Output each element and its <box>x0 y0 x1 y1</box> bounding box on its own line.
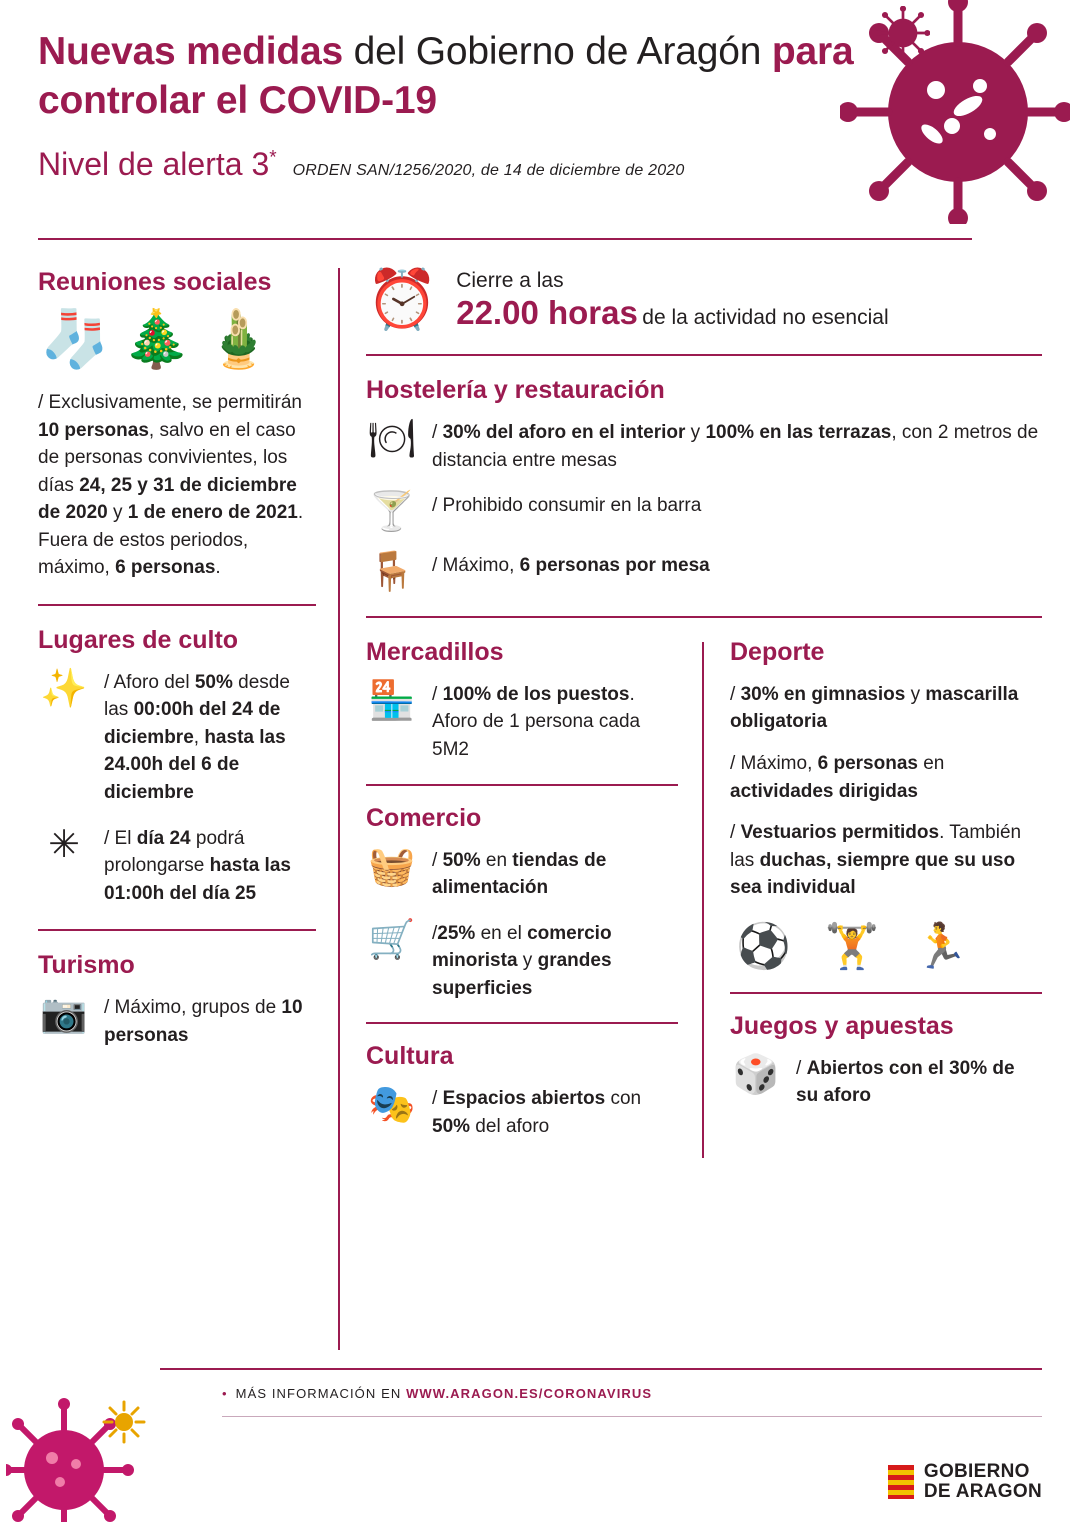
divider-right-2 <box>366 616 1042 618</box>
footer-divider-bottom <box>222 1416 1042 1417</box>
reuniones-text: / Exclusivamente, se permitirán 10 personas, salvo en el caso de personas convivientes, los días 24, 25 y 31 de diciembre de 2020 y 1 de enero de 2021. Fuera de estos periodos, máximo, 6 personas. <box>38 392 304 579</box>
cocktail-icon: 🍸 <box>368 491 416 534</box>
dice-icon: 🎲 <box>732 1053 780 1096</box>
basket-icon: 🧺 <box>368 845 416 888</box>
bullet-icon: • <box>222 1386 228 1401</box>
deporte-item-3: / Vestuarios permitidos. También las duchas, siempre que su uso sea individual <box>730 822 1022 899</box>
order-reference: ORDEN SAN/1256/2020, de 14 de diciembre de 2020 <box>292 161 685 179</box>
hosteleria-item-2 <box>366 492 1042 534</box>
hosteleria-item-3-text: / Máximo, 6 personas por mesa <box>432 555 710 577</box>
footer-divider-top <box>160 1368 1042 1370</box>
section-title-juegos: Juegos y apuestas <box>730 1011 954 1040</box>
virus-illustration-footer <box>6 1382 156 1522</box>
divider-right-3 <box>730 992 1042 994</box>
virus-illustration-small <box>876 6 930 60</box>
cultura-text: / Espacios abiertos con 50% del aforo <box>432 1088 642 1137</box>
alarm-clock-icon: ⏰ <box>366 267 439 333</box>
right-column <box>340 250 1042 1360</box>
sports-column <box>704 638 1042 1158</box>
middle-column <box>366 638 702 1158</box>
turismo-item <box>38 994 316 1049</box>
page-title <box>38 28 858 126</box>
table-chairs-icon: 🪑 <box>368 551 416 594</box>
footer-info-prefix: MÁS INFORMACIÓN EN <box>235 1386 407 1401</box>
gov-line-1: GOBIERNO <box>923 1461 1030 1483</box>
government-logo-text <box>924 1462 1042 1502</box>
gov-line-2: DE ARAGON <box>923 1481 1042 1503</box>
section-title-deporte: Deporte <box>730 637 825 666</box>
footer-url[interactable]: WWW.ARAGON.ES/CORONAVIRUS <box>406 1386 653 1401</box>
weightlifter-icon: 🏋 <box>824 921 880 971</box>
divider-left-2 <box>38 929 316 931</box>
section-title-turismo: Turismo <box>38 951 135 980</box>
hosteleria-item-1 <box>366 419 1042 474</box>
soccer-ball-icon: ⚽ <box>736 921 791 971</box>
star-icon: ✳ <box>48 823 80 866</box>
hosteleria-item-2-text: / Prohibido consumir en la barra <box>432 495 702 517</box>
juegos-text: / Abiertos con el 30% de su aforo <box>796 1057 1015 1107</box>
mercadillos-text: / 100% de los puestos. Aforo de 1 persona cada 5M2 <box>432 683 641 761</box>
alert-level <box>38 146 277 183</box>
comercio-item-1 <box>366 847 678 902</box>
title-part-2: del Gobierno de Aragón <box>343 30 772 73</box>
ornament-icon: 🎍 <box>203 307 274 370</box>
alert-level-label: Nivel de alerta 3 <box>38 145 270 182</box>
header <box>0 0 1080 250</box>
section-title-reuniones: Reuniones sociales <box>38 268 272 296</box>
closing-hours: 22.00 horas <box>456 294 638 332</box>
deporte-item-2: / Máximo, 6 personas en actividades dirigidas <box>730 753 945 802</box>
section-title-culto: Lugares de culto <box>38 625 239 654</box>
section-title-mercadillos: Mercadillos <box>366 637 504 666</box>
title-part-3: para controlar el COVID-19 <box>38 30 854 122</box>
divider-mid-2 <box>366 1022 678 1024</box>
footer <box>0 1368 1080 1528</box>
camera-icon: 📷 <box>40 993 88 1036</box>
main-content <box>0 250 1080 1360</box>
shopping-cart-icon: 🛒 <box>368 918 416 961</box>
culto-item-1 <box>38 669 316 807</box>
aragon-flag-icon <box>888 1465 914 1499</box>
footer-info <box>222 1386 652 1401</box>
closing-line1: Cierre a las <box>456 269 564 292</box>
title-part-1: Nuevas medidas <box>38 30 344 73</box>
left-column <box>38 250 338 1360</box>
culto-item-2-text: / El día 24 podrá prolongarse hasta las 01:00h del día 25 <box>104 827 291 904</box>
alert-level-asterisk: * <box>269 146 277 168</box>
government-logo <box>888 1462 1042 1502</box>
comercio-item-2-text: /25% en el comercio minorista y grandes superficies <box>432 922 612 999</box>
theater-masks-icon: 🎭 <box>368 1084 416 1127</box>
divider-left-1 <box>38 604 316 606</box>
mercadillos-item <box>366 681 678 764</box>
food-dome-icon: 🍽 <box>367 418 417 461</box>
turismo-text: / Máximo, grupos de 10 personas <box>104 997 303 1046</box>
deporte-item-1: / 30% en gimnasios y mascarilla obligatoria <box>730 683 1019 733</box>
section-title-comercio: Comercio <box>366 803 482 832</box>
cultura-item <box>366 1085 678 1140</box>
closing-tail: de la actividad no esencial <box>642 306 889 330</box>
culto-item-2 <box>38 825 316 908</box>
stocking-icon: 🧦 <box>40 307 110 370</box>
culto-item-1-text: / Aforo del 50% desde las 00:00h del 24 de diciembre, hasta las 24.00h del 6 de diciembre <box>104 671 290 804</box>
divider-mid-1 <box>366 784 678 786</box>
comercio-item-2 <box>366 920 678 1003</box>
divider-right-1 <box>366 354 1042 356</box>
hosteleria-item-1-text: / 30% del aforo en el interior y 100% en las terrazas, con 2 metros de distancia entre mesas <box>432 422 1039 471</box>
virus-illustration-large <box>840 0 1070 224</box>
christmas-tree-icon: 🎄 <box>121 307 192 370</box>
closing-time-block <box>366 268 1042 332</box>
market-stall-icon: 🏪 <box>368 679 416 722</box>
runner-icon: 🏃 <box>913 921 969 971</box>
sport-emoji-row <box>736 920 1042 972</box>
section-title-cultura: Cultura <box>366 1042 454 1071</box>
section-title-hosteleria: Hostelería y restauración <box>366 376 665 405</box>
comercio-item-1-text: / 50% en tiendas de alimentación <box>432 849 607 899</box>
christmas-emoji-row <box>40 307 316 370</box>
header-divider <box>38 238 972 240</box>
hosteleria-item-3 <box>366 552 1042 594</box>
juegos-item <box>730 1055 1042 1110</box>
lower-three-columns <box>366 638 1042 1158</box>
sparkle-icon: ✨ <box>40 667 88 710</box>
